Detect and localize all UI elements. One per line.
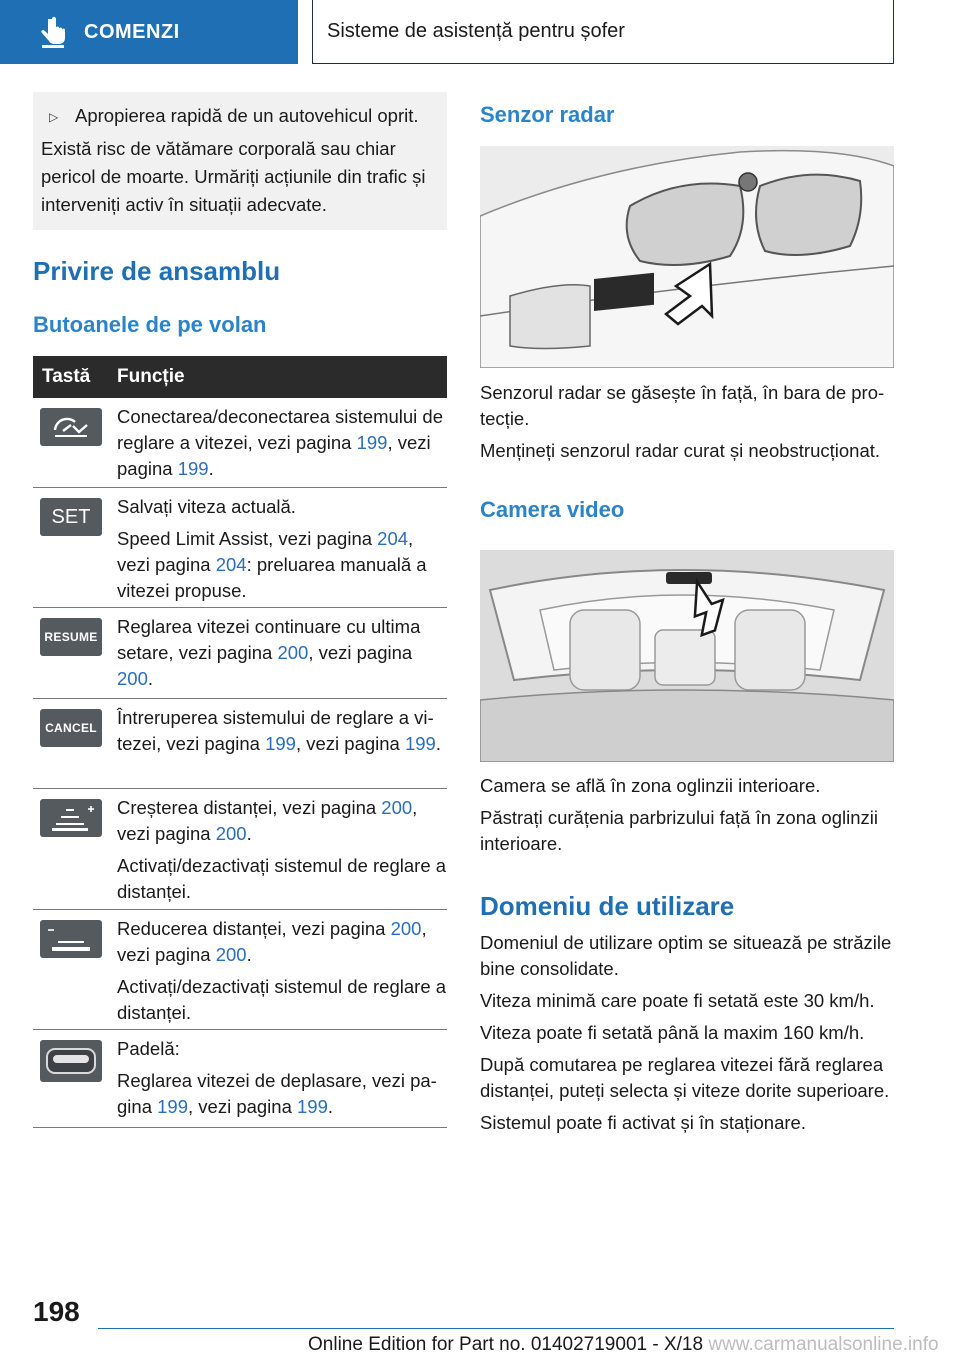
usage-text (480, 930, 894, 1142)
usage-p4: După comutarea pe reglarea vitezei fără reglarea distanței, puteți selecta și viteze dorite superioare. (480, 1054, 890, 1101)
row-text: Speed Limit Assist, vezi pagina 204, vezi pagina 204: preluarea manuală a vitezei propuse. (117, 528, 427, 601)
page-link[interactable]: 200 (215, 823, 247, 844)
triangle-bullet-icon: ▷ (49, 110, 59, 124)
footer-rule (98, 1328, 894, 1329)
row-text: Conectarea/deconectarea sistemului de reglare a vitezei, vezi pagina 199, vezi pagina 199. (117, 406, 443, 479)
table-row (33, 608, 447, 699)
table-row (33, 910, 447, 1030)
row-text: Salvați viteza actuală. (117, 496, 296, 517)
cancel-icon: CANCEL (40, 709, 102, 747)
row-text: Reducerea distanței, vezi pagina 200, vezi pagina 200. (117, 918, 427, 965)
camera-p1: Camera se află în zona oglinzii interioare. (480, 775, 821, 796)
page-link[interactable]: 199 (265, 733, 296, 754)
table-row (33, 1030, 447, 1128)
radar-p2: Mențineți senzorul radar curat și neobstrucționat. (480, 440, 881, 461)
camera-p2: Păstrați curățenia parbrizului față în zona oglinzii interioare. (480, 807, 878, 854)
page-link[interactable]: 204 (377, 528, 409, 549)
page-number: 198 (33, 1296, 80, 1327)
table-header (33, 356, 447, 398)
overview-heading: Privire de ansamblu (33, 256, 281, 286)
table-row (33, 789, 447, 910)
page-link[interactable]: 199 (356, 432, 388, 453)
distance-increase-icon (40, 799, 102, 837)
radar-heading: Senzor radar (480, 102, 615, 127)
distance-decrease-icon (40, 920, 102, 958)
chapter-title: Sisteme de asistență pentru șofer (312, 0, 894, 64)
edition-text: Online Edition for Part no. 01402719001 - X/18 (308, 1334, 704, 1355)
page-link[interactable]: 199 (157, 1096, 188, 1117)
page-link[interactable]: 200 (390, 918, 422, 939)
paddle-icon (40, 1040, 102, 1082)
camera-heading: Camera video (480, 497, 625, 522)
page-link[interactable]: 199 (404, 733, 436, 754)
row-text: Întreruperea sistemului de reglare a vitezei, vezi pagina 199, vezi pagina 199. (117, 707, 441, 754)
resume-icon: RESUME (40, 618, 102, 656)
page-link[interactable]: 200 (277, 642, 309, 663)
table-row (33, 398, 447, 488)
row-text: Reglarea vitezei de deplasare, vezi pagina 199, vezi pagina 199. (117, 1070, 437, 1117)
warning-bullet-text: Apropierea rapidă de un autovehicul oprit. (75, 105, 419, 126)
section-tab[interactable] (0, 0, 298, 64)
footer-text (308, 1334, 939, 1356)
cruise-control-on-off-icon (40, 408, 102, 446)
warning-box (33, 92, 447, 230)
row-text: Activați/dezactivați sistemul de reglare a distanței. (117, 855, 447, 902)
usage-p1: Domeniul de utilizare optim se situează pe străzile bine consolidate. (480, 932, 892, 979)
page-link[interactable]: 200 (117, 668, 148, 689)
radar-text (480, 380, 894, 470)
watermark: www.carmanualsonline.info (708, 1334, 939, 1355)
usage-p3: Viteza poate fi setată până la maxim 160 km/h. (480, 1022, 865, 1043)
col-key: Tastă (42, 366, 91, 387)
page-link[interactable]: 199 (297, 1096, 328, 1117)
page-link[interactable]: 204 (215, 554, 247, 575)
warning-bullet (41, 102, 437, 131)
buttons-table (33, 356, 447, 1128)
row-text: Reglarea vitezei continuare cu ultima setare, vezi pagina 200, vezi pagina 200. (117, 616, 421, 689)
usage-heading: Domeniu de utilizare (480, 891, 735, 921)
camera-image (480, 550, 894, 762)
set-icon: SET (40, 498, 102, 536)
row-text: Activați/dezactivați sistemul de reglare a distanței. (117, 976, 447, 1023)
radar-sensor-image (480, 146, 894, 368)
usage-p2: Viteza minimă care poate fi setată este 30 km/h. (480, 990, 875, 1011)
camera-text (480, 773, 894, 863)
steering-buttons-heading: Butoanele de pe volan (33, 312, 267, 337)
row-text: Creșterea distanței, vezi pagina 200, vezi pagina 200. (117, 797, 418, 844)
page-link[interactable]: 199 (177, 458, 209, 479)
radar-p1: Senzorul radar se găsește în față, în bara de protecție. (480, 382, 885, 429)
table-row (33, 488, 447, 608)
col-function: Funcție (117, 366, 185, 387)
row-text: Padelă: (117, 1038, 180, 1059)
table-row (33, 699, 447, 789)
warning-text: Există risc de vătămare corporală sau chiar pericol de moarte. Urmăriți acțiunile din trafic și interveniți activ în situații adecvate. (41, 138, 426, 215)
hand-pointer-icon (38, 16, 68, 48)
page-link[interactable]: 200 (381, 797, 413, 818)
usage-p5: Sistemul poate fi activat și în staționare. (480, 1112, 806, 1133)
section-label: COMENZI (84, 20, 180, 43)
page-link[interactable]: 200 (215, 944, 247, 965)
